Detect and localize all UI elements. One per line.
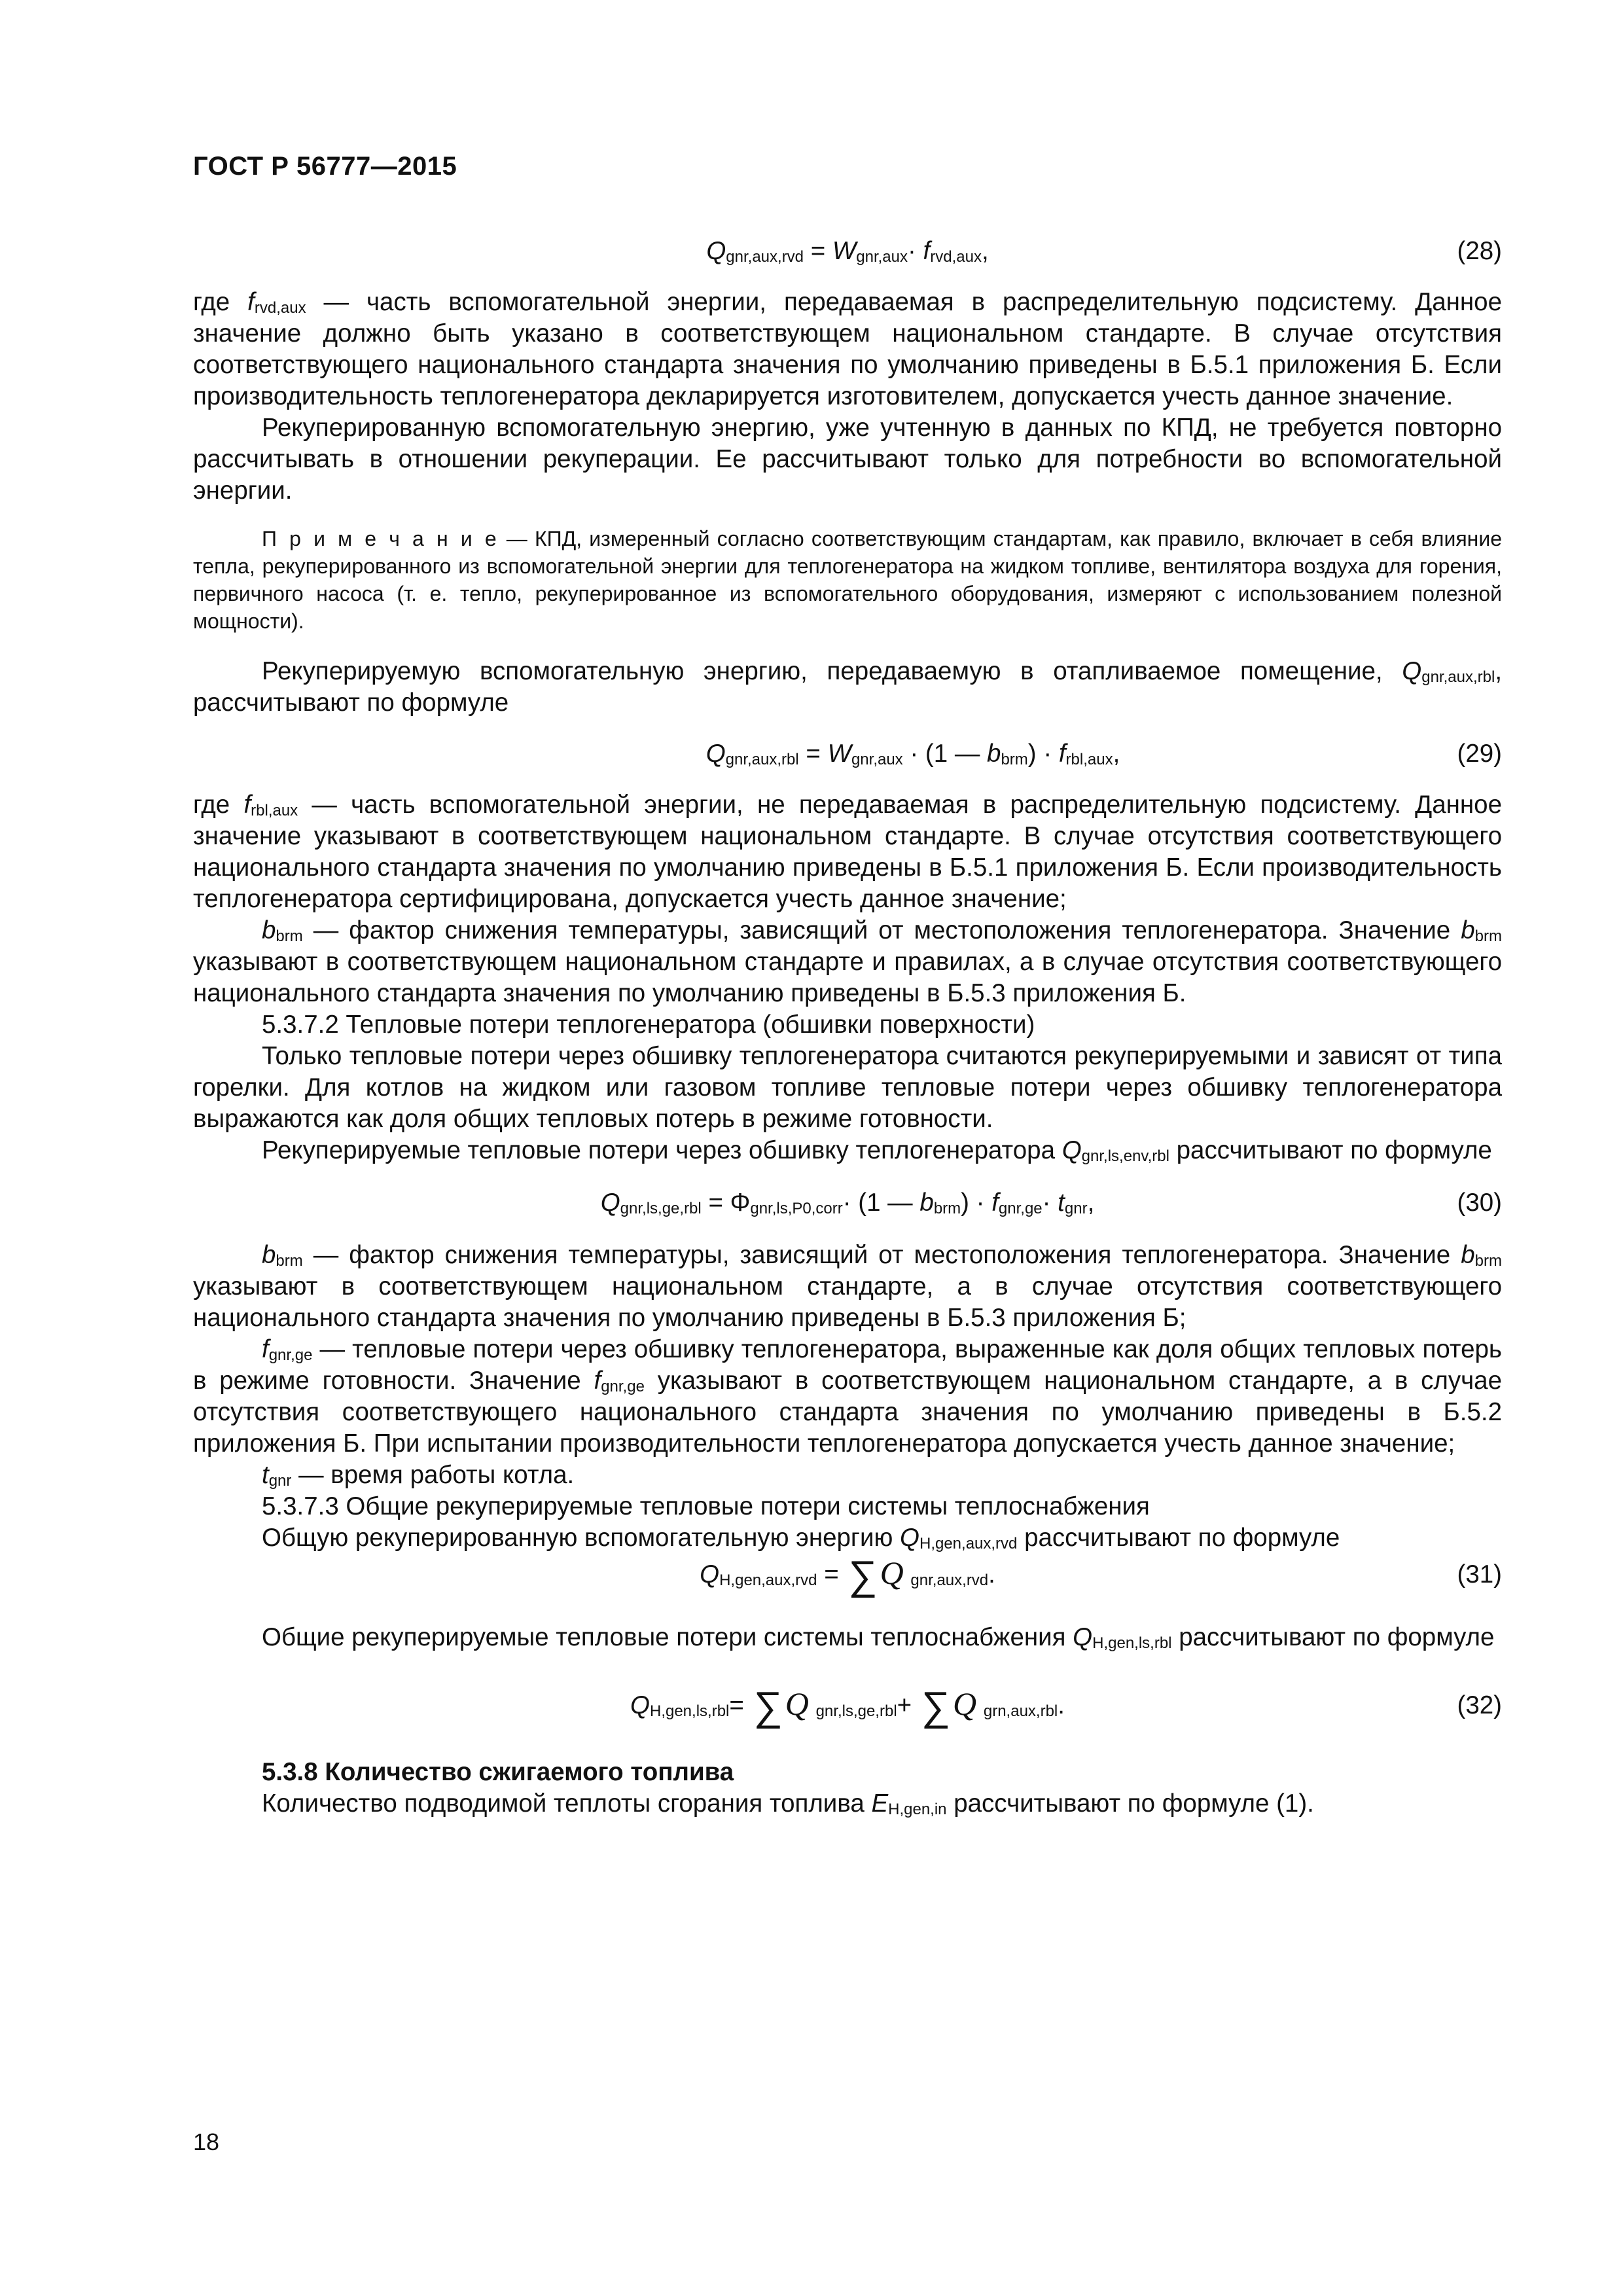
formula-number: (28) <box>1457 237 1502 265</box>
paragraph-total-aux: Общую рекуперированную вспомогательную энергию $Q_{H,gen,aux,rvd}$ рассчитывают по формуле <box>262 1524 1340 1552</box>
paragraph-frvd: где $f_{rvd,aux}$ — часть вспомогательной энергии, передаваемая в распределительную подсистему. Данное значение должно быть указано в соответствующем национальном стандарте. В случае отсутствия соответствующего национального стандарта значения по умолчанию приведены в Б.5.1 приложения Б. Если производительность теплогенератора декларируется изготовителем, допускается учесть данное значение. <box>193 288 1502 410</box>
page-number: 18 <box>193 2128 220 2155</box>
formula-number: (31) <box>1457 1560 1502 1588</box>
formula-30: $Q_{gnr,ls,ge,rbl} = \Phi_{gnr,ls,P0,corr}\cdot (1$ — $b_{brm}) \cdot f_{gnr,ge}\cdot t_{gnr}$, (30) <box>600 1189 1502 1217</box>
formula-29: $Q_{gnr,aux,rbl} = W_{gnr,aux} \cdot (1$ — $b_{brm}) \cdot f_{rbl,aux}$, (29) <box>705 740 1502 768</box>
paragraph-brm-2: $b_{brm}$ — фактор снижения температуры, зависящий от местоположения теплогенератора. Значение $b_{brm}$ указывают в соответствующем национальном стандарте, а в случае отсутствия соответствующего национального стандарта значения по умолчанию приведены в Б.5.3 приложения Б; <box>193 1241 1502 1332</box>
paragraph-fuel: Количество подводимой теплоты сгорания топлива $E_{H,gen,in}$ рассчитывают по формуле (1). <box>262 1789 1314 1818</box>
subsection-5-3-8: 5.3.8 Количество сжигаемого топлива <box>262 1758 734 1786</box>
paragraph-only-losses: Только тепловые потери через обшивку теплогенератора считаются рекуперируемыми и зависят от типа горелки. Для котлов на жидком или газовом топливе тепловые потери через обшивку теплогенератора выражаются как доля общих тепловых потерь в режиме готовности. <box>193 1042 1502 1133</box>
page-content <box>193 236 1502 1820</box>
paragraph-recoverable-losses: Рекуперируемые тепловые потери через обшивку теплогенератора $Q_{gnr,ls,env,rbl}$ рассчитывают по формуле <box>262 1136 1492 1165</box>
subsection-5-3-7-3: 5.3.7.3 Общие рекуперируемые тепловые потери системы теплоснабжения <box>262 1492 1150 1520</box>
formula-number: (29) <box>1457 740 1502 768</box>
paragraph-recuperated-aux: Рекуперированную вспомогательную энергию, уже учтенную в данных по КПД, не требуется повторно рассчитывать в отношении рекуперации. Ее рассчитывают только для потребности во вспомогательной энергии. <box>193 414 1502 505</box>
formula-31: $Q_{H,gen,aux,rvd} = \sum Q$ $_{gnr,aux,rvd}$. (31) <box>700 1553 1502 1598</box>
formula-number: (32) <box>1457 1691 1502 1719</box>
paragraph-recup-room: Рекуперируемую вспомогательную энергию, передаваемую в отапливаемое помещение, $Q_{gnr,aux,rbl}$, рассчитывают по формуле <box>193 657 1503 717</box>
paragraph-tgnr: $t_{gnr}$ — время работы котла. <box>262 1461 575 1490</box>
paragraph-brm-1: $b_{brm}$ — фактор снижения температуры, зависящий от местоположения теплогенератора. Значение $b_{brm}$ указывают в соответствующем национальном стандарте и правилах, а в случае отсутствия соответствующего национального стандарта значения по умолчанию приведены в Б.5.3 приложения Б. <box>193 916 1502 1007</box>
sum-symbol: ∑ <box>753 1684 783 1729</box>
formula-32: $Q_{H,gen,ls,rbl}= \sum Q$ $_{gnr,ls,ge,rbl}$+ ∑Q $_{grn,aux,rbl}$. (32) <box>630 1684 1502 1729</box>
paragraph-total-losses: Общие рекуперируемые тепловые потери системы теплоснабжения $Q_{H,gen,ls,rbl}$ рассчитывают по формуле <box>262 1623 1495 1652</box>
note-label: П р и м е ч а н и е <box>262 527 499 550</box>
formula-28: $Q_{gnr,aux,rvd} = W_{gnr,aux}\cdot f_{rvd,aux}$, (28) <box>706 237 1502 266</box>
paragraph-frbl: где $f_{rbl,aux}$ — часть вспомогательной энергии, не передаваемая в распределительную подсистему. Данное значение указывают в соответствующем национальном стандарте. В случае отсутствия соответствующего национального стандарта значения по умолчанию приведены в Б.5.1 приложения Б. Если производительность теплогенератора сертифицирована, допускается учесть данное значение; <box>193 791 1503 913</box>
sum-symbol: ∑ <box>921 1684 951 1729</box>
sum-symbol: ∑ <box>848 1553 878 1598</box>
subsection-5-3-7-2: 5.3.7.2 Тепловые потери теплогенератора (обшивки поверхности) <box>262 1011 1035 1039</box>
paragraph-fgnr-ge: $f_{gnr,ge}$ — тепловые потери через обшивку теплогенератора, выраженные как доля общих тепловых потерь в режиме готовности. Значение $f_{gnr,ge}$ указывают в соответствующем национальном стандарте, а в случае отсутствия соответствующего национального стандарта значения по умолчанию приведены в Б.5.2 приложения Б. При испытании производительности теплогенератора допускается учесть данное значение; <box>193 1335 1503 1458</box>
standard-header: ГОСТ Р 56777—2015 <box>193 152 457 181</box>
note: П р и м е ч а н и е — КПД, измеренный согласно соответствующим стандартам, как правило, включает в себя влияние тепла, рекуперированного из вспомогательной энергии для теплогенератора на жидком топливе, вентилятора воздуха для горения, первичного насоса (т. е. тепло, рекуперированное из вспомогательного оборудования, измеряют с использованием полезной мощности). <box>193 527 1503 633</box>
formula-number: (30) <box>1457 1189 1502 1217</box>
